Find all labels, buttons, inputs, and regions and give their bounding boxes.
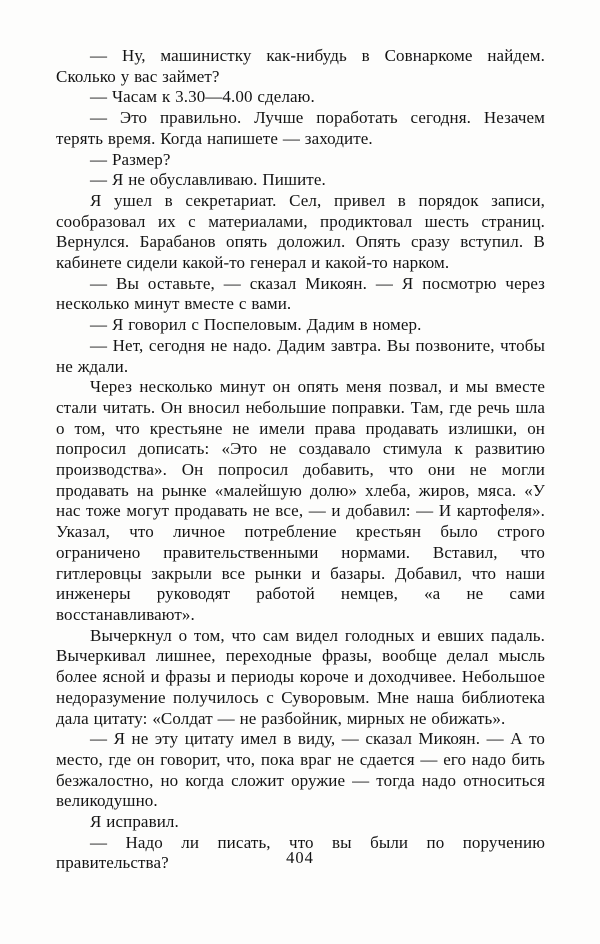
paragraph-5: — Я не обуславливаю. Пишите. bbox=[90, 170, 326, 190]
paragraph-6: Я ушел в секретариат. Сел, привел в порядок записи, сообразовал их с материалами, продиктовал шесть страниц. Вернулся. Барабанов опять доложил. Опять сразу вступил. В кабинете сидели какой-то генерал и какой-то нарком. bbox=[56, 190, 545, 273]
paragraph-10: Через несколько минут он опять меня позвал, и мы вместе стали читать. Он вносил небольшие поправки. Там, где речь шла о том, что крестьяне не имели права продавать излишки, он попросил дописать: «Это не создавало стимула к развитию производства». Он попросил добавить, что они не могли продавать на рынке «малейшую долю» хлеба, жиров, мяса. «У нас тоже могут продавать не все, — и добавил: — И картофеля». Указал, что личное потребление крестьян было строго ограничено правительственными нормами. Вставил, что гитлеровцы закрыли все рынки и базары. Добавил, что наши инженеры руководят работой немцев, «а не сами восстанавливают». bbox=[56, 377, 545, 624]
paragraph-7: — Вы оставьте, — сказал Микоян. — Я посмотрю через несколько минут вместе с вами. bbox=[56, 273, 545, 314]
paragraph-12: — Я не эту цитату имел в виду, — сказал Микоян. — А то место, где он говорит, что, пока враг не сдается — его надо бить безжалостно, но когда сложит оружие — тогда надо относиться великодушно. bbox=[56, 729, 545, 811]
paragraph-3: — Это правильно. Лучше поработать сегодня. Незачем терять время. Когда напишете — заходите. bbox=[56, 108, 545, 148]
paragraph-13: Я исправил. bbox=[90, 812, 179, 832]
text-block bbox=[56, 46, 545, 874]
page-number: 404 bbox=[286, 848, 314, 867]
paragraph-14: — Надо ли писать, что вы были по поручению правительства? bbox=[56, 832, 545, 873]
paragraph-8: — Я говорил с Поспеловым. Дадим в номер. bbox=[90, 315, 422, 335]
paragraph-9: — Нет, сегодня не надо. Дадим завтра. Вы позвоните, чтобы не ждали. bbox=[56, 335, 545, 376]
paragraph-11: Вычеркнул о том, что сам видел голодных и евших падаль. Вычеркивал лишнее, переходные фразы, вообще делал мысль более ясной и фразы и периоды короче и доходчивее. Небольшое недоразумение получилось с Суворовым. Мне наша библиотека дала цитату: «Солдат — не разбойник, мирных не обижать». bbox=[56, 625, 545, 728]
paragraph-2: — Часам к 3.30—4.00 сделаю. bbox=[90, 87, 315, 107]
paragraph-1: — Ну, машинистку как-нибудь в Совнаркоме найдем. Сколько у вас займет? bbox=[56, 46, 545, 86]
paragraph-4: — Размер? bbox=[90, 149, 171, 169]
